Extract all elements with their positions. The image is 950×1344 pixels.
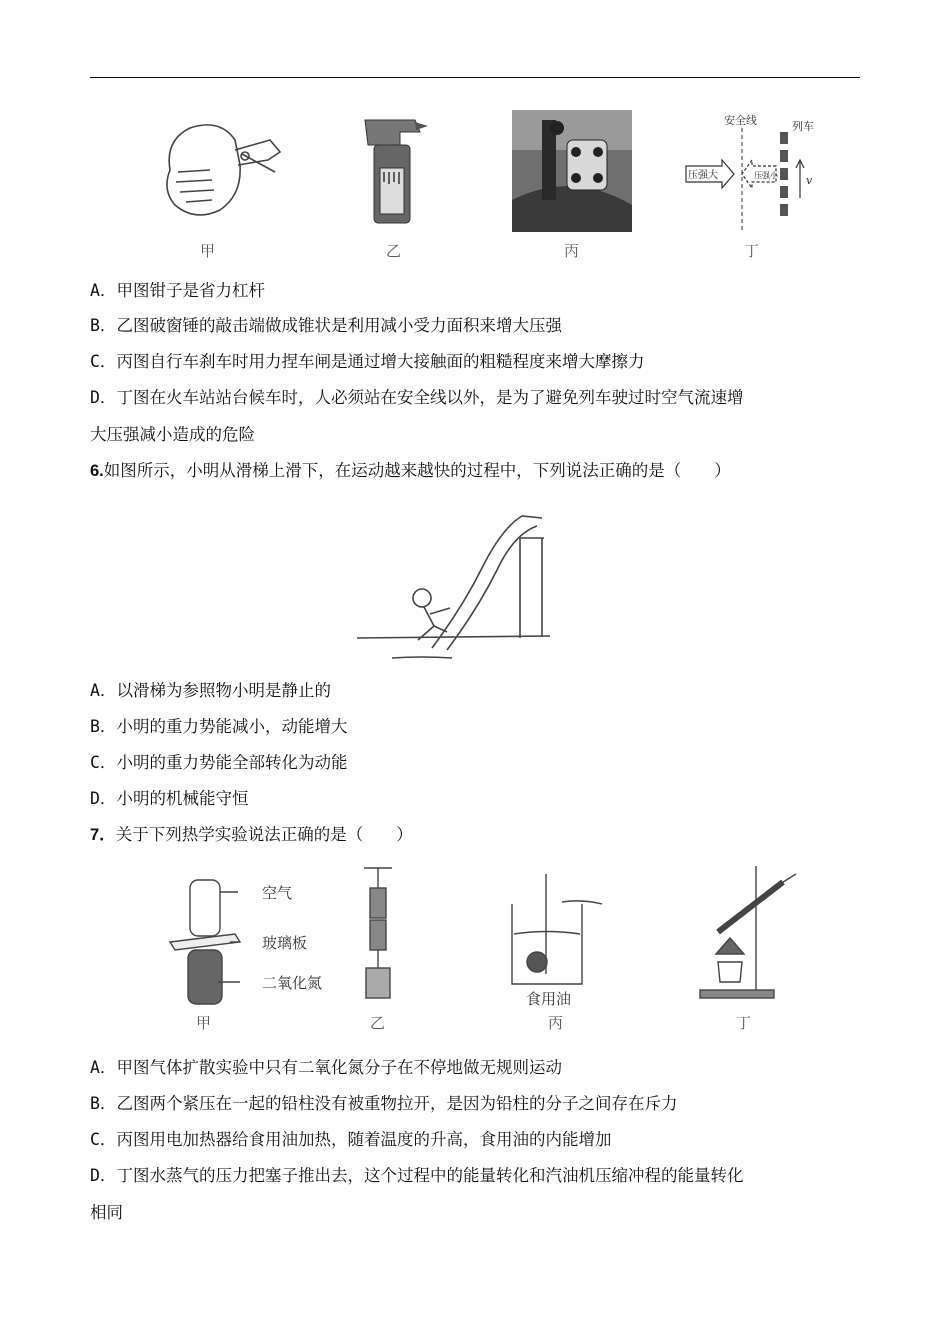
q5-option-c: C．丙图自行车刹车时用力捏车闸是通过增大接触面的粗糙程度来增大摩擦力 <box>90 352 645 371</box>
q5-figure <box>90 100 860 270</box>
q7-figure-label-jia: 甲 <box>196 1014 212 1032</box>
train-label: 列车 <box>792 120 814 133</box>
lead-cylinders-image <box>358 864 398 1004</box>
q7-option-b: B．乙图两个紧压在一起的铅柱没有被重物拉开，是因为铅柱的分子之间存在斥力 <box>90 1094 678 1113</box>
header-rule <box>90 77 860 78</box>
q6-stem: 6.如图所示，小明从滑梯上滑下，在运动越来越快的过程中，下列说法正确的是（ ） <box>90 461 731 480</box>
q7-figure-label-ding: 丁 <box>736 1014 752 1032</box>
train-safety-line-image <box>682 110 832 232</box>
figure-label-jia: 甲 <box>200 242 216 260</box>
q7-figure-label-bing: 丙 <box>548 1014 564 1032</box>
jia-label-air: 空气 <box>262 884 293 902</box>
q5-option-a: A．甲图钳子是省力杠杆 <box>90 281 265 300</box>
bicycle-brake-image <box>512 110 632 232</box>
q7-stem: 7．关于下列热学实验说法正确的是（ ） <box>90 825 413 844</box>
steam-stopper-image <box>688 862 808 1002</box>
window-hammer-image <box>360 110 430 230</box>
high-pressure-label: 压强大 <box>688 170 718 181</box>
q7-option-c: C．丙图用电加热器给食用油加热，随着温度的升高，食用油的内能增加 <box>90 1130 612 1149</box>
low-pressure-label: 压强小 <box>754 171 778 180</box>
jia-label-glass: 玻璃板 <box>262 934 308 952</box>
q6-option-b: B．小明的重力势能减小，动能增大 <box>90 717 348 736</box>
q7-figure <box>90 860 860 1040</box>
figure-label-ding: 丁 <box>744 242 760 260</box>
slide-image <box>352 508 552 663</box>
safety-line-label: 安全线 <box>724 114 757 127</box>
q7-option-d-cont: 相同 <box>90 1203 123 1222</box>
bing-label-oil: 食用油 <box>526 990 572 1008</box>
q6-option-c: C．小明的重力势能全部转化为动能 <box>90 753 348 772</box>
figure-label-yi: 乙 <box>386 242 402 260</box>
q6-option-d: D．小明的机械能守恒 <box>90 789 249 808</box>
q7-option-a: A．甲图气体扩散实验中只有二氧化氮分子在不停地做无规则运动 <box>90 1058 562 1077</box>
velocity-label: v <box>806 174 813 187</box>
q6-option-a: A．以滑梯为参照物小明是静止的 <box>90 681 331 700</box>
q7-figure-label-yi: 乙 <box>370 1014 386 1032</box>
oil-heater-image <box>502 874 612 989</box>
q7-option-d: D．丁图水蒸气的压力把塞子推出去，这个过程中的能量转化和汽油机压缩冲程的能量转化 <box>90 1166 744 1185</box>
q5-option-b: B．乙图破窗锤的敲击端做成锥状是利用减小受力面积来增大压强 <box>90 316 562 335</box>
q5-option-d: D．丁图在火车站站台候车时，人必须站在安全线以外，是为了避免列车驶过时空气流速增 <box>90 388 744 407</box>
figure-label-bing: 丙 <box>564 242 580 260</box>
pliers-hand-image <box>150 110 290 230</box>
q5-option-d-cont: 大压强减小造成的危险 <box>90 425 255 444</box>
jia-label-no2: 二氧化氮 <box>262 974 323 992</box>
